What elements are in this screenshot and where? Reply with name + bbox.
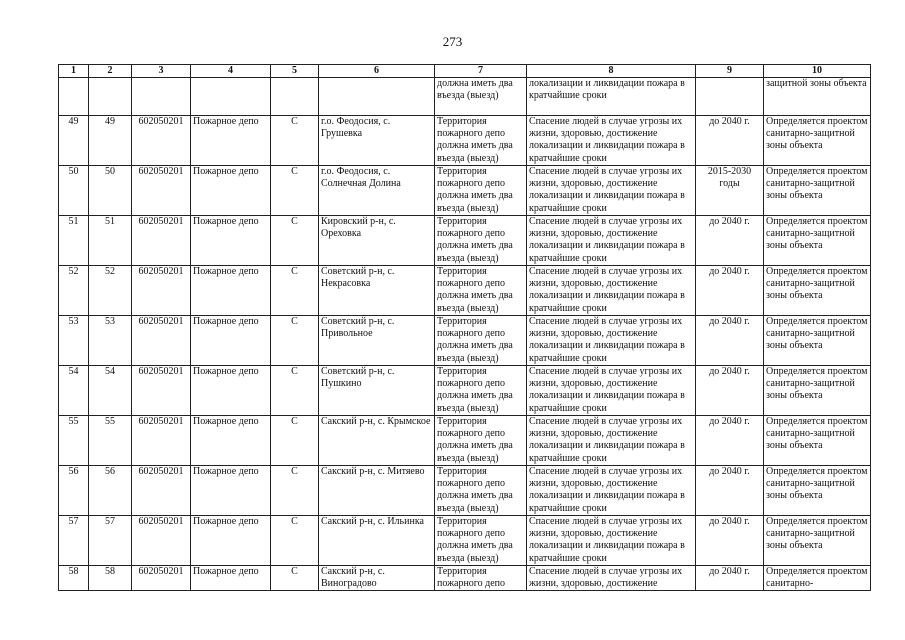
cell-status: С xyxy=(271,366,319,416)
cell-term: до 2040 г. xyxy=(696,416,764,466)
cell-code: 602050201 xyxy=(132,516,191,566)
cell-zone: Определяется проектом санитарно-защитной зоны объекта xyxy=(764,216,871,266)
column-header: 8 xyxy=(527,65,696,78)
column-header: 4 xyxy=(191,65,271,78)
cell-zone: Определяется проектом санитарно-защитной зоны объекта xyxy=(764,266,871,316)
table-row xyxy=(59,566,871,591)
cell-status: С xyxy=(271,516,319,566)
cell-index: 49 xyxy=(89,116,132,166)
cell-purpose: локализации и ликвидации пожара в кратчайшие сроки xyxy=(527,78,696,116)
cell-location: Советский р-н, с. Пушкино xyxy=(319,366,435,416)
cell-code: 602050201 xyxy=(132,216,191,266)
cell-requirement: Территория пожарного депо должна иметь два въезда (выезд) xyxy=(435,516,527,566)
cell-index: 53 xyxy=(89,316,132,366)
cell-object-name: Пожарное депо xyxy=(191,366,271,416)
table-row xyxy=(59,166,871,216)
cell-index: 57 xyxy=(59,516,89,566)
cell-object-name: Пожарное депо xyxy=(191,516,271,566)
cell-requirement: Территория пожарного депо должна иметь два въезда (выезд) xyxy=(435,116,527,166)
registry-table xyxy=(58,64,871,591)
cell-location: Кировский р-н, с. Ореховка xyxy=(319,216,435,266)
continuation-row xyxy=(59,78,871,116)
cell-code: 602050201 xyxy=(132,316,191,366)
cell-term: до 2040 г. xyxy=(696,266,764,316)
cell-status: С xyxy=(271,166,319,216)
cell-purpose: Спасение людей в случае угрозы их жизни, здоровью, достижение локализации и ликвидации пожара в кратчайшие сроки xyxy=(527,166,696,216)
cell-requirement: Территория пожарного депо должна иметь два въезда (выезд) xyxy=(435,366,527,416)
cell-code: 602050201 xyxy=(132,266,191,316)
cell-requirement: Территория пожарного депо должна иметь два въезда (выезд) xyxy=(435,316,527,366)
registry-rows xyxy=(59,116,871,591)
cell-zone: Определяется проектом санитарно-защитной зоны объекта xyxy=(764,366,871,416)
table-row xyxy=(59,116,871,166)
cell-term: до 2040 г. xyxy=(696,316,764,366)
cell-index: 50 xyxy=(89,166,132,216)
cell-requirement: Территория пожарного депо должна иметь два въезда (выезд) xyxy=(435,166,527,216)
column-header: 1 xyxy=(59,65,89,78)
column-header: 10 xyxy=(764,65,871,78)
cell-purpose: Спасение людей в случае угрозы их жизни, здоровью, достижение локализации и ликвидации пожара в кратчайшие сроки xyxy=(527,116,696,166)
cell-code: 602050201 xyxy=(132,416,191,466)
cell-index: 52 xyxy=(59,266,89,316)
cell-zone: Определяется проектом санитарно- xyxy=(764,566,871,591)
cell-index: 56 xyxy=(89,466,132,516)
cell-location: г.о. Феодосия, с. Солнечная Долина xyxy=(319,166,435,216)
cell-location: Советский р-н, с. Привольное xyxy=(319,316,435,366)
cell-term: до 2040 г. xyxy=(696,116,764,166)
cell-status: С xyxy=(271,416,319,466)
table-row xyxy=(59,516,871,566)
cell-term: до 2040 г. xyxy=(696,466,764,516)
cell-index: 58 xyxy=(59,566,89,591)
cell-code: 602050201 xyxy=(132,116,191,166)
cell-index: 55 xyxy=(59,416,89,466)
cell-requirement: Территория пожарного депо должна иметь два въезда (выезд) xyxy=(435,216,527,266)
column-header: 2 xyxy=(89,65,132,78)
cell-purpose: Спасение людей в случае угрозы их жизни, здоровью, достижение локализации и ликвидации пожара в кратчайшие сроки xyxy=(527,316,696,366)
table-row xyxy=(59,316,871,366)
cell-object-name: Пожарное депо xyxy=(191,166,271,216)
cell-status: С xyxy=(271,566,319,591)
cell-location: Советский р-н, с. Некрасовка xyxy=(319,266,435,316)
page-number: 273 xyxy=(442,34,463,49)
cell-location: Сакский р-н, с. Ильинка xyxy=(319,516,435,566)
cell-status: С xyxy=(271,466,319,516)
cell-object-name: Пожарное депо xyxy=(191,566,271,591)
cell-index: 55 xyxy=(89,416,132,466)
cell-index: 53 xyxy=(59,316,89,366)
cell-status: С xyxy=(271,216,319,266)
cell-purpose: Спасение людей в случае угрозы их жизни, здоровью, достижение локализации и ликвидации пожара в кратчайшие сроки xyxy=(527,516,696,566)
cell-purpose: Спасение людей в случае угрозы их жизни, здоровью, достижение xyxy=(527,566,696,591)
cell-requirement: должна иметь два въезда (выезд) xyxy=(435,78,527,116)
cell-index: 54 xyxy=(89,366,132,416)
cell-object-name: Пожарное депо xyxy=(191,316,271,366)
cell-object-name: Пожарное депо xyxy=(191,466,271,516)
column-header: 5 xyxy=(271,65,319,78)
cell-requirement: Территория пожарного депо должна иметь два въезда (выезд) xyxy=(435,416,527,466)
cell-index: 54 xyxy=(59,366,89,416)
column-header: 3 xyxy=(132,65,191,78)
cell-term: 2015-2030 годы xyxy=(696,166,764,216)
cell-code: 602050201 xyxy=(132,166,191,216)
cell-zone: Определяется проектом санитарно-защитной зоны объекта xyxy=(764,466,871,516)
cell-purpose: Спасение людей в случае угрозы их жизни, здоровью, достижение локализации и ликвидации пожара в кратчайшие сроки xyxy=(527,416,696,466)
cell-zone: Определяется проектом санитарно-защитной зоны объекта xyxy=(764,516,871,566)
cell-purpose: Спасение людей в случае угрозы их жизни, здоровью, достижение локализации и ликвидации пожара в кратчайшие сроки xyxy=(527,466,696,516)
cell-zone: защитной зоны объекта xyxy=(764,78,871,116)
cell-zone: Определяется проектом санитарно-защитной зоны объекта xyxy=(764,166,871,216)
table-row xyxy=(59,266,871,316)
cell-zone: Определяется проектом санитарно-защитной зоны объекта xyxy=(764,316,871,366)
cell-purpose: Спасение людей в случае угрозы их жизни, здоровью, достижение локализации и ликвидации пожара в кратчайшие сроки xyxy=(527,266,696,316)
cell-index: 58 xyxy=(89,566,132,591)
column-header: 9 xyxy=(696,65,764,78)
cell-term: до 2040 г. xyxy=(696,366,764,416)
cell-term: до 2040 г. xyxy=(696,216,764,266)
cell-location: Сакский р-н, с. Крымское xyxy=(319,416,435,466)
cell-index: 50 xyxy=(59,166,89,216)
table-row xyxy=(59,216,871,266)
cell-status: С xyxy=(271,316,319,366)
cell-location: Сакский р-н, с. Виноградово xyxy=(319,566,435,591)
table-row xyxy=(59,366,871,416)
cell-requirement: Территория пожарного депо должна иметь два въезда (выезд) xyxy=(435,266,527,316)
column-header: 6 xyxy=(319,65,435,78)
cell-object-name: Пожарное депо xyxy=(191,416,271,466)
cell-index: 52 xyxy=(89,266,132,316)
cell-index: 51 xyxy=(89,216,132,266)
cell-object-name: Пожарное депо xyxy=(191,216,271,266)
header-row xyxy=(59,65,871,78)
cell-location: г.о. Феодосия, с. Грушевка xyxy=(319,116,435,166)
cell-object-name: Пожарное депо xyxy=(191,266,271,316)
cell-purpose: Спасение людей в случае угрозы их жизни, здоровью, достижение локализации и ликвидации пожара в кратчайшие сроки xyxy=(527,216,696,266)
cell-zone: Определяется проектом санитарно-защитной зоны объекта xyxy=(764,416,871,466)
cell-status: С xyxy=(271,116,319,166)
cell-index: 51 xyxy=(59,216,89,266)
cell-term: до 2040 г. xyxy=(696,516,764,566)
cell-index: 49 xyxy=(59,116,89,166)
cell-zone: Определяется проектом санитарно-защитной зоны объекта xyxy=(764,116,871,166)
cell-code: 602050201 xyxy=(132,366,191,416)
cell-location: Сакский р-н, с. Митяево xyxy=(319,466,435,516)
cell-requirement: Территория пожарного депо должна иметь два въезда (выезд) xyxy=(435,466,527,516)
cell-object-name: Пожарное депо xyxy=(191,116,271,166)
cell-index: 57 xyxy=(89,516,132,566)
cell-purpose: Спасение людей в случае угрозы их жизни, здоровью, достижение локализации и ликвидации пожара в кратчайшие сроки xyxy=(527,366,696,416)
cell-index: 56 xyxy=(59,466,89,516)
cell-requirement: Территория пожарного депо xyxy=(435,566,527,591)
cell-code: 602050201 xyxy=(132,466,191,516)
table-row xyxy=(59,416,871,466)
table-row xyxy=(59,466,871,516)
cell-status: С xyxy=(271,266,319,316)
column-header: 7 xyxy=(435,65,527,78)
cell-code: 602050201 xyxy=(132,566,191,591)
cell-term: до 2040 г. xyxy=(696,566,764,591)
